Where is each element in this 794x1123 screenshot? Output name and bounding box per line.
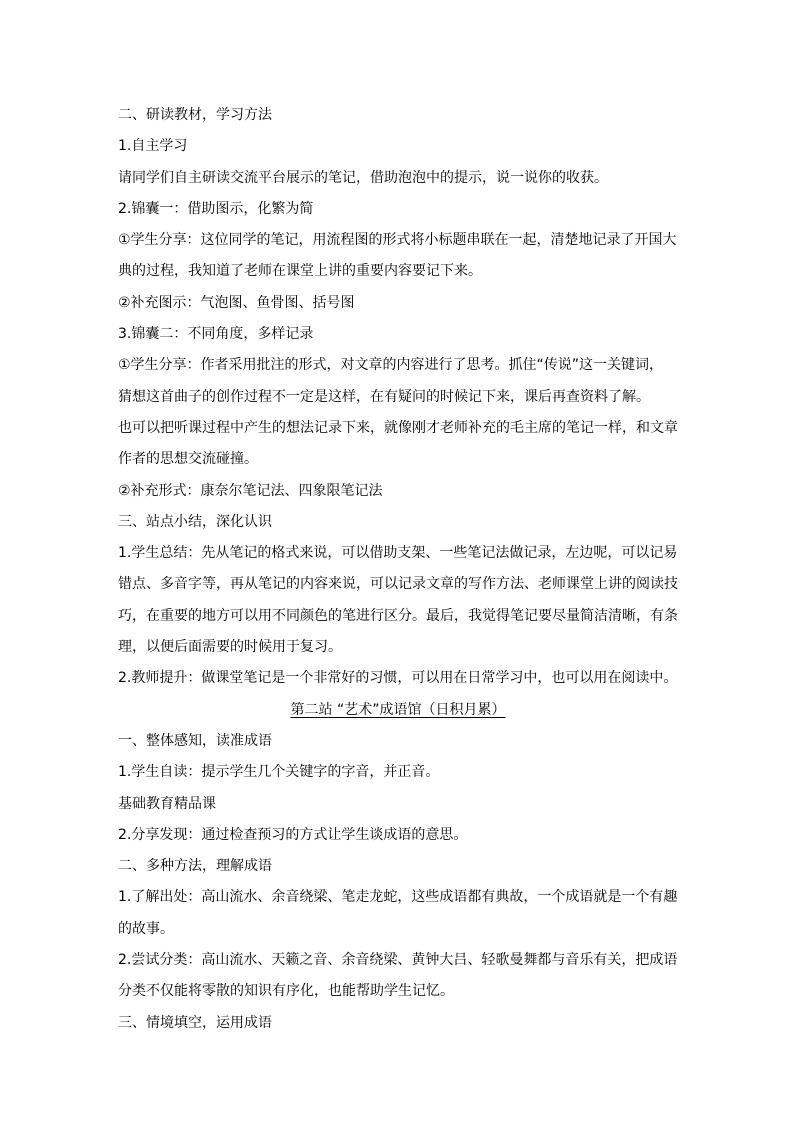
paragraph-line: ①学生分享：作者采用批注的形式，对文章的内容进行了思考。抓住“传说”这一关键词， <box>118 357 664 374</box>
section-heading: 一、整体感知，读准成语 <box>118 732 272 749</box>
watermark-text: 基础教育精品课 <box>118 795 216 812</box>
paragraph-line: 2.分享发现：通过检查预习的方式让学生谈成语的意思。 <box>118 826 468 843</box>
paragraph-line: 2.尝试分类：高山流水、天籁之音、余音绕梁、黄钟大吕、轻歌曼舞都与音乐有关，把成语 <box>118 952 678 969</box>
section-heading: 二、研读教材，学习方法 <box>118 107 272 123</box>
paragraph-line: ②补充形式：康奈尔笔记法、四象限笔记法 <box>118 482 383 499</box>
paragraph-line: 请同学们自主研读交流平台展示的笔记，借助泡泡中的提示，说一说你的收获。 <box>118 169 608 186</box>
subheading: 3.锦囊二：不同角度，多样记录 <box>118 326 314 343</box>
paragraph-line: ②补充图示：气泡图、鱼骨图、括号图 <box>118 294 355 311</box>
paragraph-line: 理，以便后面需要的时候用于复习。 <box>118 639 342 656</box>
station-title-text: 第二站 “艺术”成语馆（日积月累） <box>290 701 506 718</box>
paragraph-line: 的故事。 <box>118 920 174 937</box>
section-heading: 三、情境填空，运用成语 <box>118 1014 272 1031</box>
paragraph-line: 1.学生总结：先从笔记的格式来说，可以借助支架、一些笔记法做记录，左边呢，可以记易 <box>118 545 678 562</box>
subheading: 2.锦囊一：借助图示，化繁为简 <box>118 200 314 217</box>
section-heading: 三、站点小结，深化认识 <box>118 513 272 530</box>
paragraph-line: 1.学生自读：提示学生几个关键字的字音，并正音。 <box>118 764 440 781</box>
paragraph-line: 分类不仅能将零散的知识有序化，也能帮助学生记忆。 <box>118 983 454 1000</box>
paragraph-line: 猜想这首曲子的创作过程不一定是这样，在有疑问的时候记下来，课后再查资料了解。 <box>118 388 650 405</box>
subheading: 1.自主学习 <box>118 138 188 155</box>
section-heading: 二、多种方法，理解成语 <box>118 858 272 875</box>
paragraph-line: ①学生分享：这位同学的笔记，用流程图的形式将小标题串联在一起，清楚地记录了开国大 <box>118 232 677 249</box>
document-body <box>118 100 678 1039</box>
station-title <box>118 695 678 726</box>
paragraph-line: 巧，在重要的地方可以用不同颜色的笔进行区分。最后，我觉得笔记要尽量简洁清晰，有条 <box>118 607 678 624</box>
paragraph-line: 作者的思想交流碰撞。 <box>118 451 258 468</box>
paragraph-line: 典的过程，我知道了老师在课堂上讲的重要内容要记下来。 <box>118 263 482 280</box>
paragraph-line: 也可以把听课过程中产生的想法记录下来，就像刚才老师补充的毛主席的笔记一样，和文章 <box>118 419 678 436</box>
paragraph-line: 2.教师提升：做课堂笔记是一个非常好的习惯，可以用在日常学习中，也可以用在阅读中。 <box>118 670 678 687</box>
paragraph-line: 错点、多音字等，再从笔记的内容来说，可以记录文章的写作方法、老师课堂上讲的阅读技 <box>118 576 678 593</box>
paragraph-line: 1.了解出处：高山流水、余音绕梁、笔走龙蛇，这些成语都有典故，一个成语就是一个有趣 <box>118 889 678 906</box>
